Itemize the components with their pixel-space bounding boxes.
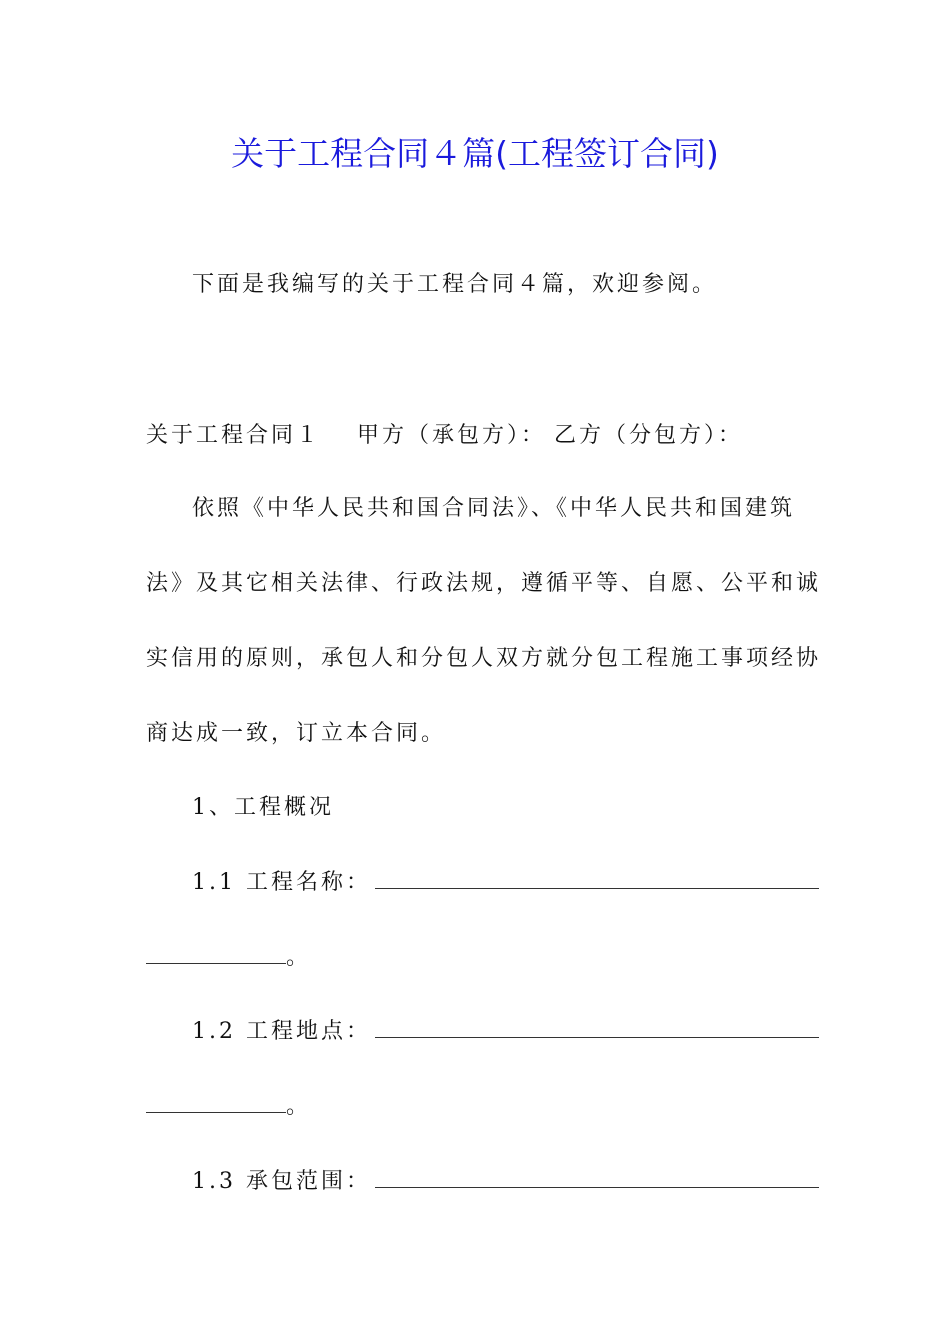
blank-line [146, 962, 286, 964]
blank-line [375, 887, 819, 889]
paragraph-line: 实信用的原则，承包人和分包人双方就分包工程施工事项经协 [146, 646, 822, 671]
field-continuation [146, 938, 311, 978]
paragraph-line: 依照《中华人民共和国合同法》、《中华人民共和国建筑 [192, 496, 796, 521]
intro-paragraph: 下面是我编写的关于工程合同４篇，欢迎参阅。 [192, 272, 718, 297]
field-project-name [192, 863, 819, 903]
contract-heading-line [146, 416, 743, 456]
blank-line [146, 1111, 286, 1113]
paragraph-line: 商达成一致，订立本合同。 [146, 721, 447, 746]
party-a-label: 甲方（承包方）： [357, 423, 547, 448]
contract-heading: 关于工程合同１ [146, 423, 322, 448]
document-title: 关于工程合同４篇(工程签订合同) [231, 134, 719, 173]
field-contract-scope [192, 1162, 819, 1202]
field-continuation [146, 1087, 311, 1127]
party-b-label: 乙方（分包方）： [554, 423, 744, 448]
blank-line [375, 1036, 819, 1038]
field-project-location [192, 1012, 819, 1052]
field-label: 1.1 工程名称： [192, 870, 371, 895]
period-mark: 。 [286, 945, 312, 970]
blank-line [375, 1186, 819, 1188]
field-label: 1.2 工程地点： [192, 1019, 371, 1044]
period-mark: 。 [286, 1094, 312, 1119]
paragraph-line: 法》及其它相关法律、行政法规，遵循平等、自愿、公平和诚 [146, 571, 822, 596]
field-label: 1.3 承包范围： [192, 1169, 371, 1194]
section-heading: 1、工程概况 [192, 795, 334, 820]
